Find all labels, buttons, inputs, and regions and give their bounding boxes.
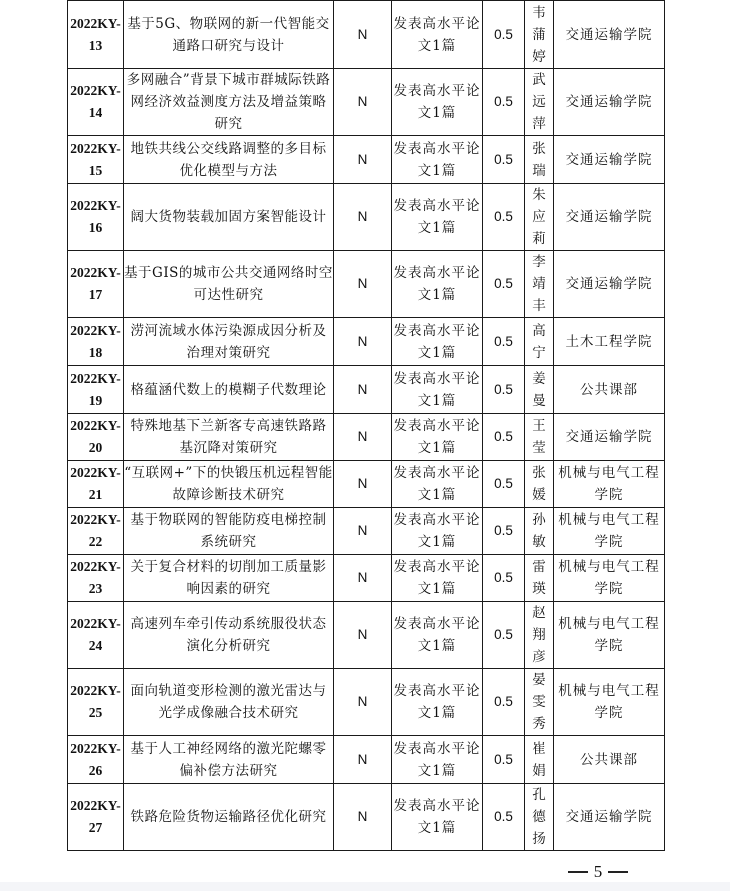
project-leader-cell — [525, 669, 554, 736]
project-leader-name: 赵翔彦 — [532, 605, 546, 665]
project-title-cell: 面向轨道变形检测的激光雷达与光学成像融合技术研究 — [124, 669, 334, 736]
project-id-cell: 2022KY-21 — [68, 461, 124, 508]
project-department-cell: 交通运输学院 — [554, 184, 665, 251]
project-flag-cell: N — [334, 414, 392, 461]
project-department-cell: 交通运输学院 — [554, 784, 665, 851]
project-department-cell: 交通运输学院 — [554, 69, 665, 136]
project-title-cell: 基于GIS的城市公共交通网络时空可达性研究 — [124, 251, 334, 318]
project-result-cell: 发表高水平论文1篇 — [392, 318, 483, 366]
project-id-cell: 2022KY-15 — [68, 136, 124, 184]
project-score-cell: 0.5 — [483, 1, 525, 69]
page-number-text: 5 — [593, 862, 603, 881]
project-flag-cell: N — [334, 669, 392, 736]
project-leader-name: 张媛 — [532, 465, 546, 503]
project-leader-cell — [525, 366, 554, 414]
project-id-cell: 2022KY-22 — [68, 508, 124, 555]
project-leader-cell — [525, 251, 554, 318]
table-row — [68, 318, 665, 366]
project-flag-cell: N — [334, 69, 392, 136]
project-leader-name: 张瑞 — [532, 140, 546, 179]
project-score-cell: 0.5 — [483, 184, 525, 251]
project-leader-name: 朱应莉 — [532, 187, 546, 247]
project-department-cell: 机械与电气工程学院 — [554, 555, 665, 602]
project-result-cell: 发表高水平论文1篇 — [392, 414, 483, 461]
table-row — [68, 136, 665, 184]
project-title-cell: 关于复合材料的切削加工质量影响因素的研究 — [124, 555, 334, 602]
project-score-cell: 0.5 — [483, 69, 525, 136]
project-id-cell: 2022KY-14 — [68, 69, 124, 136]
project-result-cell: 发表高水平论文1篇 — [392, 1, 483, 69]
table-row — [68, 461, 665, 508]
project-flag-cell: N — [334, 508, 392, 555]
project-leader-name: 雷瑛 — [532, 559, 546, 597]
project-leader-cell — [525, 555, 554, 602]
project-score-cell: 0.5 — [483, 318, 525, 366]
table-row — [68, 366, 665, 414]
table-row — [68, 251, 665, 318]
project-leader-cell — [525, 414, 554, 461]
table-row — [68, 414, 665, 461]
project-id-cell: 2022KY-16 — [68, 184, 124, 251]
project-flag-cell: N — [334, 318, 392, 366]
project-leader-cell — [525, 461, 554, 508]
project-title-cell: 特殊地基下兰新客专高速铁路路基沉降对策研究 — [124, 414, 334, 461]
project-result-cell: 发表高水平论文1篇 — [392, 251, 483, 318]
project-leader-name: 武远萍 — [532, 72, 546, 132]
project-leader-name: 高宁 — [532, 322, 546, 361]
project-title-cell: 铁路危险货物运输路径优化研究 — [124, 784, 334, 851]
project-title-cell: 涝河流域水体污染源成因分析及治理对策研究 — [124, 318, 334, 366]
project-id-cell: 2022KY-20 — [68, 414, 124, 461]
project-department-cell: 公共课部 — [554, 736, 665, 784]
table-row — [68, 736, 665, 784]
page-number — [556, 862, 640, 882]
project-result-cell: 发表高水平论文1篇 — [392, 602, 483, 669]
project-score-cell: 0.5 — [483, 508, 525, 555]
project-result-cell: 发表高水平论文1篇 — [392, 136, 483, 184]
project-result-cell: 发表高水平论文1篇 — [392, 736, 483, 784]
project-result-cell: 发表高水平论文1篇 — [392, 184, 483, 251]
project-id-cell: 2022KY-26 — [68, 736, 124, 784]
project-id-cell: 2022KY-19 — [68, 366, 124, 414]
project-leader-name: 晏雯秀 — [532, 672, 546, 732]
project-leader-cell — [525, 184, 554, 251]
project-flag-cell: N — [334, 251, 392, 318]
project-id-cell: 2022KY-18 — [68, 318, 124, 366]
table-row — [68, 508, 665, 555]
project-title-cell: 高速列车牵引传动系统服役状态演化分析研究 — [124, 602, 334, 669]
table-row — [68, 69, 665, 136]
table-row — [68, 184, 665, 251]
project-score-cell: 0.5 — [483, 602, 525, 669]
project-department-cell: 土木工程学院 — [554, 318, 665, 366]
project-title-cell: 基于人工神经网络的激光陀螺零偏补偿方法研究 — [124, 736, 334, 784]
table-row — [68, 602, 665, 669]
project-table-body — [68, 1, 665, 851]
project-leader-cell — [525, 602, 554, 669]
project-flag-cell: N — [334, 136, 392, 184]
project-title-cell: 格蕴涵代数上的模糊子代数理论 — [124, 366, 334, 414]
project-result-cell: 发表高水平论文1篇 — [392, 669, 483, 736]
project-id-cell: 2022KY-27 — [68, 784, 124, 851]
page-number-dash-left — [568, 871, 588, 873]
project-department-cell: 公共课部 — [554, 366, 665, 414]
page-number-dash-right — [608, 871, 628, 873]
project-leader-cell — [525, 784, 554, 851]
project-id-cell: 2022KY-24 — [68, 602, 124, 669]
project-department-cell: 机械与电气工程学院 — [554, 602, 665, 669]
project-leader-cell — [525, 736, 554, 784]
project-result-cell: 发表高水平论文1篇 — [392, 784, 483, 851]
project-id-cell: 2022KY-25 — [68, 669, 124, 736]
table-row — [68, 669, 665, 736]
project-flag-cell: N — [334, 555, 392, 602]
project-score-cell: 0.5 — [483, 736, 525, 784]
project-leader-cell — [525, 69, 554, 136]
project-flag-cell: N — [334, 366, 392, 414]
project-title-cell: 基于5G、物联网的新一代智能交通路口研究与设计 — [124, 1, 334, 69]
project-leader-name: 姜曼 — [532, 370, 546, 409]
project-department-cell: 交通运输学院 — [554, 136, 665, 184]
project-flag-cell: N — [334, 1, 392, 69]
project-result-cell: 发表高水平论文1篇 — [392, 366, 483, 414]
project-leader-name: 李靖丰 — [532, 254, 546, 314]
project-result-cell: 发表高水平论文1篇 — [392, 69, 483, 136]
project-flag-cell: N — [334, 461, 392, 508]
project-department-cell: 机械与电气工程学院 — [554, 669, 665, 736]
project-score-cell: 0.5 — [483, 366, 525, 414]
project-leader-cell — [525, 318, 554, 366]
project-flag-cell: N — [334, 184, 392, 251]
project-id-cell: 2022KY-13 — [68, 1, 124, 69]
project-score-cell: 0.5 — [483, 136, 525, 184]
project-leader-cell — [525, 136, 554, 184]
project-department-cell: 交通运输学院 — [554, 1, 665, 69]
page-bottom-band — [0, 882, 730, 891]
project-department-cell: 机械与电气工程学院 — [554, 461, 665, 508]
project-leader-cell — [525, 1, 554, 69]
project-leader-name: 孙敏 — [532, 512, 546, 550]
project-score-cell: 0.5 — [483, 414, 525, 461]
project-leader-name: 王莹 — [532, 418, 546, 456]
project-title-cell: 多网融合”背景下城市群城际铁路网经济效益测度方法及增益策略研究 — [124, 69, 334, 136]
table-row — [68, 784, 665, 851]
table-row — [68, 1, 665, 69]
project-title-cell: 阔大货物装载加固方案智能设计 — [124, 184, 334, 251]
project-score-cell: 0.5 — [483, 461, 525, 508]
project-leader-name: 崔娟 — [532, 740, 546, 779]
project-score-cell: 0.5 — [483, 555, 525, 602]
project-department-cell: 机械与电气工程学院 — [554, 508, 665, 555]
project-department-cell: 交通运输学院 — [554, 251, 665, 318]
project-score-cell: 0.5 — [483, 669, 525, 736]
table-row — [68, 555, 665, 602]
project-flag-cell: N — [334, 736, 392, 784]
project-title-cell: 地铁共线公交线路调整的多目标优化模型与方法 — [124, 136, 334, 184]
project-result-cell: 发表高水平论文1篇 — [392, 508, 483, 555]
project-result-cell: 发表高水平论文1篇 — [392, 461, 483, 508]
project-result-cell: 发表高水平论文1篇 — [392, 555, 483, 602]
project-leader-cell — [525, 508, 554, 555]
project-flag-cell: N — [334, 784, 392, 851]
project-score-cell: 0.5 — [483, 251, 525, 318]
project-score-cell: 0.5 — [483, 784, 525, 851]
project-title-cell: “互联网+”下的快锻压机远程智能故障诊断技术研究 — [124, 461, 334, 508]
project-table — [67, 0, 665, 851]
project-leader-name: 韦蒲婷 — [532, 4, 546, 65]
project-id-cell: 2022KY-23 — [68, 555, 124, 602]
project-department-cell: 交通运输学院 — [554, 414, 665, 461]
project-title-cell: 基于物联网的智能防疫电梯控制系统研究 — [124, 508, 334, 555]
project-leader-name: 孔德扬 — [532, 787, 546, 847]
project-flag-cell: N — [334, 602, 392, 669]
project-id-cell: 2022KY-17 — [68, 251, 124, 318]
